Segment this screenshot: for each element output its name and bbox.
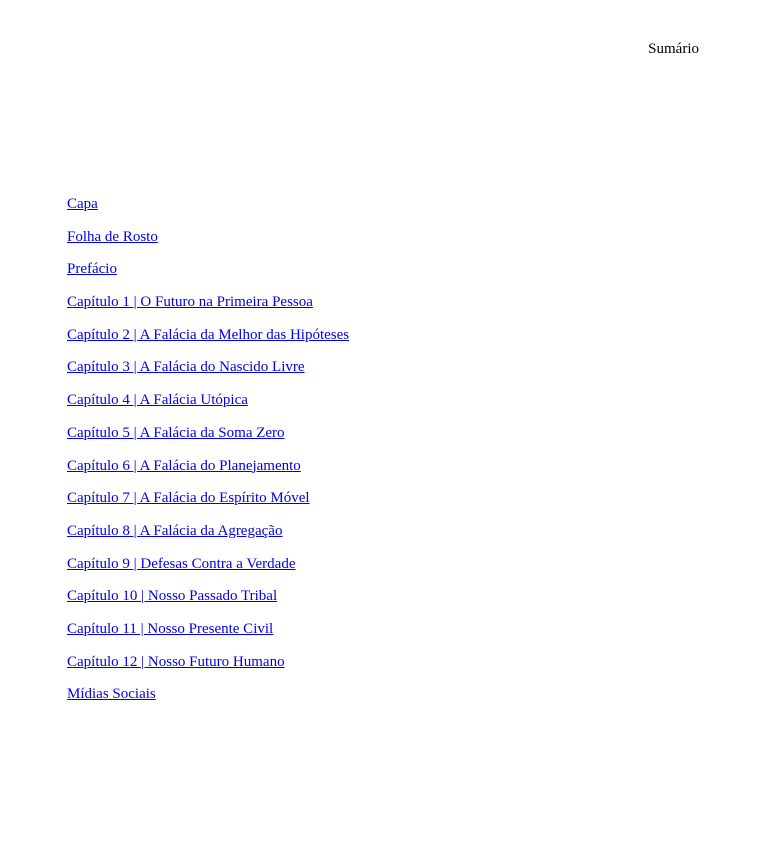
toc-link-capitulo-12[interactable]: Capítulo 12 | Nosso Futuro Humano: [67, 653, 285, 670]
toc-link-midias-sociais[interactable]: Mídias Sociais: [67, 686, 156, 703]
toc-item: [67, 293, 349, 326]
toc-link-capitulo-6[interactable]: Capítulo 6 | A Falácia do Planejamento: [67, 457, 301, 474]
toc-item: [67, 555, 349, 588]
toc-link-capitulo-5[interactable]: Capítulo 5 | A Falácia da Soma Zero: [67, 424, 285, 441]
toc-item: [67, 457, 349, 490]
toc-link-capitulo-3[interactable]: Capítulo 3 | A Falácia do Nascido Livre: [67, 359, 305, 376]
toc-link-capitulo-9[interactable]: Capítulo 9 | Defesas Contra a Verdade: [67, 555, 296, 572]
toc-item: [67, 522, 349, 555]
toc-link-capa[interactable]: Capa: [67, 196, 98, 212]
toc-link-capitulo-2[interactable]: Capítulo 2 | A Falácia da Melhor das Hipóteses: [67, 326, 350, 343]
table-of-contents: [67, 195, 349, 718]
toc-link-capitulo-1[interactable]: Capítulo 1 | O Futuro na Primeira Pessoa: [67, 294, 313, 311]
toc-link-folha-de-rosto[interactable]: Folha de Rosto: [67, 228, 158, 245]
toc-item: [67, 195, 349, 228]
toc-link-capitulo-7[interactable]: Capítulo 7 | A Falácia do Espírito Móvel: [67, 490, 310, 507]
toc-item: [67, 653, 349, 686]
toc-item: [67, 228, 349, 261]
toc-link-capitulo-11[interactable]: Capítulo 11 | Nosso Presente Civil: [67, 620, 274, 637]
toc-item: [67, 326, 349, 359]
toc-item: [67, 358, 349, 391]
page-title: Sumário: [648, 41, 699, 57]
toc-link-capitulo-8[interactable]: Capítulo 8 | A Falácia da Agregação: [67, 522, 283, 539]
toc-item: [67, 620, 349, 653]
toc-item: [67, 685, 349, 718]
toc-link-prefacio[interactable]: Prefácio: [67, 261, 117, 278]
toc-link-capitulo-4[interactable]: Capítulo 4 | A Falácia Utópica: [67, 392, 248, 409]
toc-link-capitulo-10[interactable]: Capítulo 10 | Nosso Passado Tribal: [67, 588, 278, 605]
toc-item: [67, 587, 349, 620]
toc-item: [67, 424, 349, 457]
toc-item: [67, 489, 349, 522]
toc-item: [67, 391, 349, 424]
toc-item: [67, 260, 349, 293]
